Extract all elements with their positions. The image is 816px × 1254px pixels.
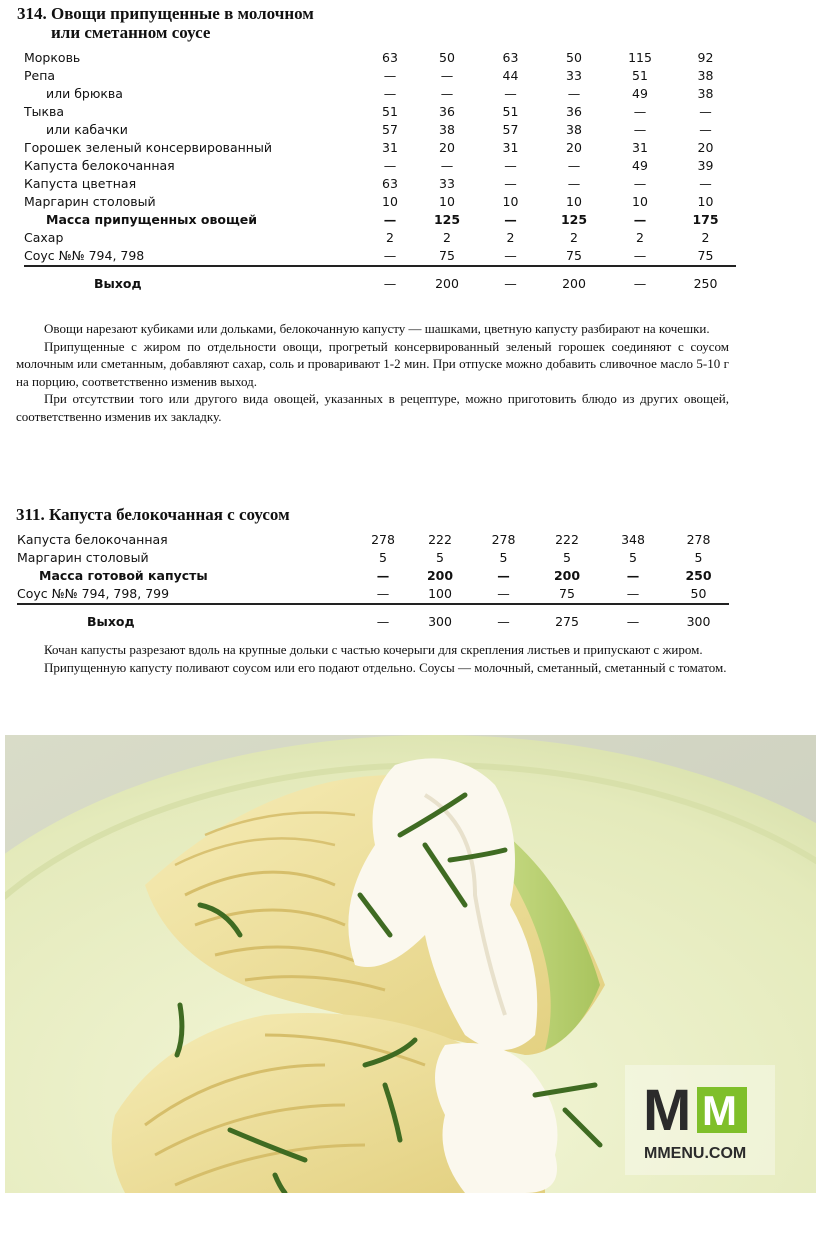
output-quantity: 200 <box>562 276 586 291</box>
ingredient-quantity: 100 <box>428 586 452 601</box>
recipe-314-title-line2: или сметанном соусе <box>51 23 211 42</box>
ingredient-quantity: 57 <box>382 122 398 137</box>
ingredient-quantity: 2 <box>636 230 644 245</box>
ingredient-row <box>24 229 736 247</box>
ingredient-quantity: — <box>699 176 712 191</box>
ingredient-row <box>24 121 736 139</box>
ingredient-row <box>17 567 729 585</box>
ingredient-quantity: — <box>440 86 454 101</box>
ingredient-name: Масса готовой капусты <box>39 568 208 583</box>
ingredient-quantity: — <box>633 248 647 263</box>
ingredient-row <box>24 139 736 157</box>
output-quantity: 200 <box>435 276 459 291</box>
ingredient-quantity: 5 <box>499 550 508 565</box>
ingredient-quantity: 2 <box>570 230 578 245</box>
ingredient-row <box>17 531 729 549</box>
ingredient-quantity: 115 <box>628 50 652 65</box>
output-quantity: 300 <box>686 614 711 629</box>
ingredient-quantity: 63 <box>382 50 398 65</box>
ingredient-quantity: 92 <box>697 50 714 65</box>
ingredient-row <box>24 67 736 85</box>
ingredient-name: Горошек зеленый консервированный <box>24 140 272 155</box>
ingredient-quantity: 200 <box>553 568 581 583</box>
recipe-314-title-line1: 314. Овощи припущенные в молочном <box>17 4 314 23</box>
ingredient-row <box>17 549 729 567</box>
ingredient-name: Репа <box>24 68 56 83</box>
watermark-logo-m-dark: M <box>643 1078 692 1143</box>
ingredient-row <box>24 211 736 229</box>
ingredient-quantity: 222 <box>555 532 579 547</box>
output-quantity: — <box>626 614 640 629</box>
ingredient-quantity: 38 <box>566 122 582 137</box>
ingredient-quantity: 278 <box>371 532 395 547</box>
ingredient-quantity: — <box>383 248 397 263</box>
ingredient-name: или кабачки <box>46 122 128 137</box>
ingredient-quantity: 44 <box>502 68 519 83</box>
ingredient-quantity: — <box>699 122 712 137</box>
ingredient-quantity: 75 <box>559 586 575 601</box>
ingredient-quantity: 75 <box>439 248 455 263</box>
recipe-314-ingredients-table <box>24 49 736 293</box>
ingredient-name: Тыква <box>24 104 65 119</box>
ingredient-quantity: — <box>504 212 517 227</box>
ingredient-quantity: — <box>440 158 454 173</box>
ingredient-name: Соус №№ 794, 798, 799 <box>17 586 170 601</box>
ingredient-quantity: 2 <box>701 230 710 245</box>
ingredient-quantity: 57 <box>502 122 519 137</box>
ingredient-quantity: 50 <box>690 586 707 601</box>
output-quantity: — <box>383 276 397 291</box>
ingredient-quantity: — <box>504 248 517 263</box>
ingredient-row <box>24 247 736 266</box>
ingredient-name: Масса припущенных овощей <box>46 212 258 227</box>
ingredient-quantity: 75 <box>697 248 714 263</box>
table-spacer <box>24 267 736 275</box>
ingredient-row <box>17 585 729 604</box>
ingredient-row <box>24 85 736 103</box>
ingredient-quantity: — <box>497 586 510 601</box>
ingredient-quantity: 125 <box>433 212 461 227</box>
ingredient-quantity: — <box>567 176 581 191</box>
ingredient-quantity: — <box>699 104 712 119</box>
ingredient-quantity: 200 <box>426 568 454 583</box>
ingredient-quantity: 5 <box>436 550 444 565</box>
ingredient-quantity: 5 <box>379 550 387 565</box>
ingredient-name: Капуста белокочанная <box>17 532 168 547</box>
ingredient-quantity: 10 <box>382 194 398 209</box>
recipe-314-paragraph: Овощи нарезают кубиками или дольками, белокочанную капусту — шашками, цветную капусту разбирают на кочешки. <box>44 321 710 336</box>
ingredient-quantity: 10 <box>566 194 582 209</box>
ingredient-row <box>24 193 736 211</box>
output-quantity: — <box>504 276 517 291</box>
output-quantity: — <box>633 276 647 291</box>
recipe-314-paragraph: Припущенные с жиром по отдельности овощи, прогретый консервированный зеленый горошек соединяют с соусом молочным или сметанным, добавляют сахар, соль и проваривают 1-2 мин. При отпуске можно добавить сливочное масло 5-10 г на порцию, соответственно изменив выход. <box>16 338 729 389</box>
ingredient-quantity: 278 <box>491 532 516 547</box>
ingredient-quantity: 38 <box>697 86 714 101</box>
ingredient-quantity: 63 <box>502 50 519 65</box>
ingredient-quantity: 20 <box>697 140 714 155</box>
ingredient-quantity: 51 <box>502 104 519 119</box>
output-quantity: — <box>497 614 510 629</box>
ingredient-quantity: — <box>497 568 510 583</box>
recipe-311-title <box>16 505 290 524</box>
ingredient-quantity: 175 <box>692 212 719 227</box>
ingredient-quantity: — <box>440 68 454 83</box>
ingredient-quantity: 36 <box>566 104 582 119</box>
ingredient-quantity: 2 <box>506 230 515 245</box>
ingredient-name: Сахар <box>24 230 64 245</box>
ingredient-row <box>24 157 736 175</box>
ingredient-quantity: — <box>633 212 647 227</box>
ingredient-quantity: 5 <box>563 550 571 565</box>
ingredient-quantity: 278 <box>686 532 711 547</box>
ingredient-quantity: — <box>633 104 647 119</box>
recipe-314-title <box>17 4 314 42</box>
ingredient-quantity: 39 <box>697 158 714 173</box>
dish-photo <box>5 735 816 1193</box>
output-quantity: 300 <box>428 614 452 629</box>
ingredient-quantity: 348 <box>621 532 645 547</box>
ingredient-quantity: 5 <box>694 550 703 565</box>
ingredient-name: Маргарин столовый <box>17 550 149 565</box>
recipe-314-paragraph: При отсутствии того или другого вида овощей, указанных в рецептуре, можно приготовить блюдо из других овощей, соответственно изменив их закладку. <box>16 391 729 424</box>
ingredient-quantity: — <box>633 122 647 137</box>
output-row <box>24 275 736 293</box>
ingredient-quantity: 49 <box>632 86 648 101</box>
recipe-311-paragraph: Кочан капусты разрезают вдоль на крупные дольки с частью кочерыги для скрепления листьев и припускают с жиром. <box>44 642 703 657</box>
ingredient-name: или брюква <box>46 86 123 101</box>
ingredient-quantity: 10 <box>502 194 519 209</box>
output-quantity: 275 <box>555 614 579 629</box>
ingredient-quantity: 31 <box>502 140 519 155</box>
dish-illustration <box>5 735 816 1193</box>
ingredient-quantity: — <box>626 568 640 583</box>
recipe-311-title-text: 311. Капуста белокочанная с соусом <box>16 505 290 524</box>
ingredient-quantity: — <box>567 158 581 173</box>
ingredient-quantity: — <box>383 158 397 173</box>
ingredient-name: Соус №№ 794, 798 <box>24 248 145 263</box>
ingredient-quantity: 125 <box>560 212 588 227</box>
recipe-311-paragraph: Припущенную капусту поливают соусом или его подают отдельно. Соусы — молочный, сметанный, сметанный с томатом. <box>44 659 727 675</box>
ingredient-row <box>24 175 736 193</box>
ingredient-quantity: — <box>383 86 397 101</box>
ingredient-quantity: 10 <box>632 194 648 209</box>
ingredient-quantity: 36 <box>439 104 455 119</box>
ingredient-quantity: — <box>504 176 517 191</box>
ingredient-quantity: — <box>383 68 397 83</box>
ingredient-quantity: — <box>376 568 390 583</box>
ingredient-quantity: — <box>376 586 390 601</box>
ingredient-quantity: 63 <box>382 176 398 191</box>
output-label: Выход <box>87 614 135 629</box>
output-label: Выход <box>94 276 142 291</box>
ingredient-quantity: 10 <box>439 194 455 209</box>
ingredient-name: Капуста белокочанная <box>24 158 175 173</box>
ingredient-quantity: 51 <box>382 104 398 119</box>
watermark-logo-m-light: M <box>702 1087 737 1134</box>
ingredient-quantity: 51 <box>632 68 648 83</box>
ingredient-quantity: 50 <box>566 50 582 65</box>
ingredient-row <box>24 49 736 67</box>
ingredient-quantity: — <box>567 86 581 101</box>
ingredient-quantity: 5 <box>629 550 637 565</box>
ingredient-quantity: 222 <box>428 532 452 547</box>
output-quantity: 250 <box>693 276 718 291</box>
ingredient-quantity: 2 <box>386 230 394 245</box>
recipe-311-instructions <box>16 641 729 676</box>
ingredient-quantity: 2 <box>443 230 451 245</box>
ingredient-name: Капуста цветная <box>24 176 137 191</box>
ingredient-quantity: 38 <box>439 122 455 137</box>
watermark-site-text: MMENU.COM <box>644 1145 747 1162</box>
recipe-314-instructions <box>16 320 729 425</box>
ingredient-name: Морковь <box>24 50 81 65</box>
ingredient-quantity: 31 <box>632 140 648 155</box>
table-spacer <box>17 605 729 613</box>
recipe-311-ingredients-table <box>17 531 729 631</box>
mmenu-watermark <box>625 1065 775 1175</box>
ingredient-quantity: 33 <box>439 176 455 191</box>
ingredient-quantity: 20 <box>566 140 582 155</box>
ingredient-quantity: 250 <box>685 568 712 583</box>
ingredient-quantity: 20 <box>439 140 455 155</box>
ingredient-quantity: — <box>504 86 517 101</box>
ingredient-name: Маргарин столовый <box>24 194 156 209</box>
output-row <box>17 613 729 631</box>
output-quantity: — <box>376 614 390 629</box>
ingredient-quantity: — <box>504 158 517 173</box>
ingredient-quantity: 75 <box>566 248 582 263</box>
ingredient-quantity: 33 <box>566 68 582 83</box>
ingredient-quantity: 31 <box>382 140 398 155</box>
ingredient-quantity: 50 <box>439 50 455 65</box>
ingredient-row <box>24 103 736 121</box>
ingredient-quantity: 38 <box>697 68 714 83</box>
ingredient-quantity: — <box>626 586 640 601</box>
ingredient-quantity: 10 <box>697 194 714 209</box>
ingredient-quantity: 49 <box>632 158 648 173</box>
ingredient-quantity: — <box>633 176 647 191</box>
ingredient-quantity: — <box>383 212 397 227</box>
